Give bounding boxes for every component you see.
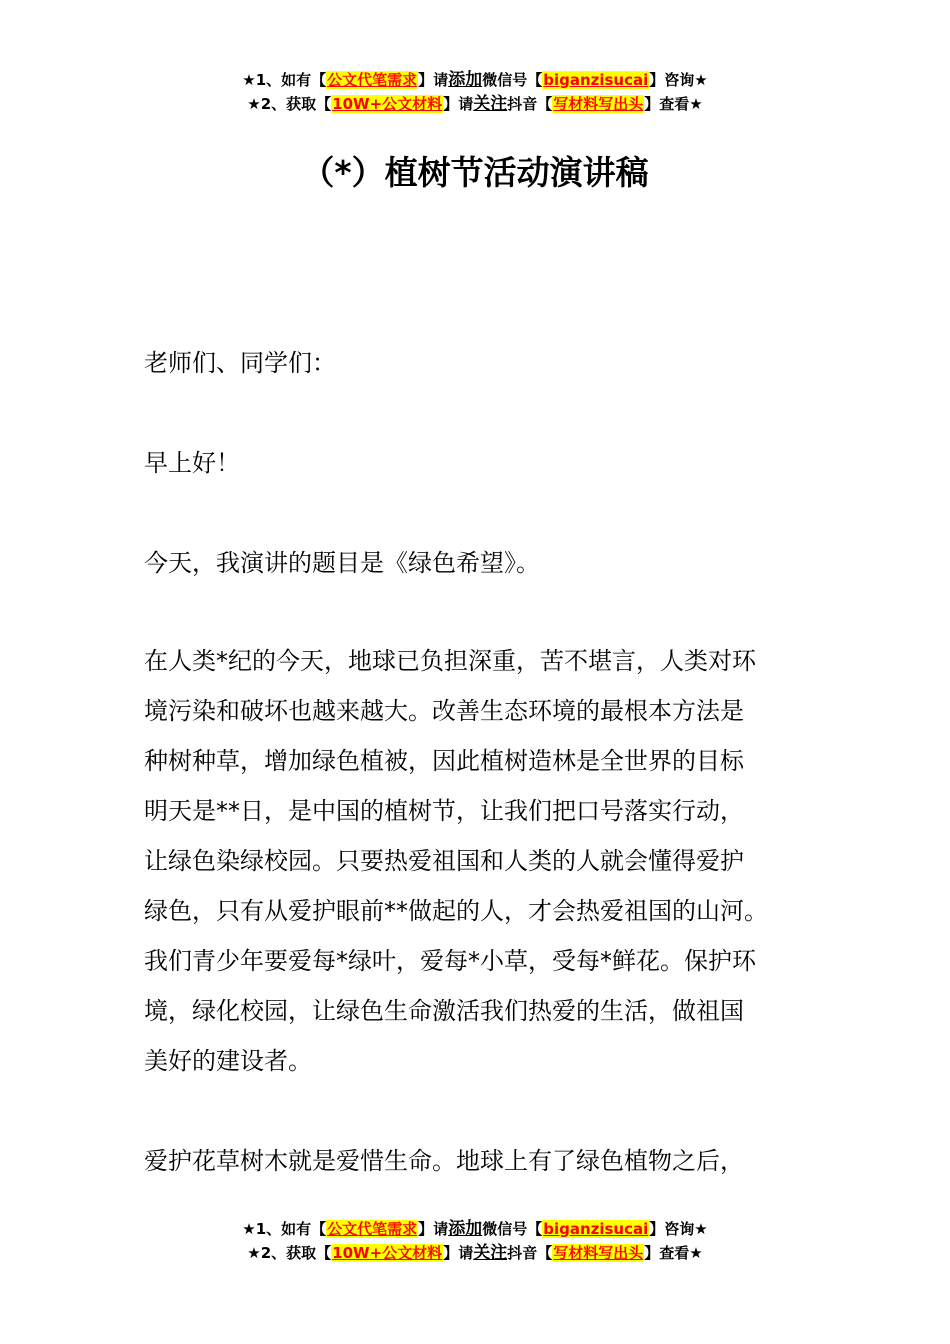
header-banner bbox=[0, 68, 950, 116]
paragraph-line: 境污染和破坏也越来越大。改善生态环境的最根本方法是 bbox=[144, 697, 744, 725]
paragraph-line: 爱护花草树木就是爱惜生命。地球上有了绿色植物之后， bbox=[144, 1147, 744, 1175]
highlight-materials: 10W+公文材料 bbox=[332, 1244, 443, 1262]
banner-text: 】查看★ bbox=[644, 1244, 703, 1262]
highlight-wechat-id: biganzisucai bbox=[543, 71, 649, 89]
banner-text: ★2、获取【 bbox=[247, 95, 332, 113]
banner-text: ★2、获取【 bbox=[247, 1244, 332, 1262]
highlight-wechat-id: biganzisucai bbox=[543, 1220, 649, 1238]
paragraph-line: 我们青少年要爱每*绿叶，爱每*小草，受每*鲜花。保护环 bbox=[144, 947, 756, 975]
banner-text: 抖音【 bbox=[507, 95, 553, 113]
banner-text: 】请 bbox=[443, 1244, 474, 1262]
emphasis-text: 添加 bbox=[448, 1219, 483, 1239]
highlight-materials: 10W+公文材料 bbox=[332, 95, 443, 113]
banner-text: ★1、如有【 bbox=[242, 71, 327, 89]
emphasis-text: 添加 bbox=[448, 70, 483, 90]
banner-text: 】请 bbox=[443, 95, 474, 113]
emphasis-text: 关注 bbox=[473, 94, 508, 114]
banner-text: 】请 bbox=[418, 71, 449, 89]
highlight-douyin-account: 写材料写出头 bbox=[553, 1244, 644, 1262]
banner-text: ★1、如有【 bbox=[242, 1220, 327, 1238]
banner-text: 微信号【 bbox=[482, 1220, 543, 1238]
banner-line-1 bbox=[0, 1217, 950, 1241]
banner-text: 】咨询★ bbox=[649, 71, 708, 89]
banner-text: 抖音【 bbox=[507, 1244, 553, 1262]
paragraph-line: 让绿色染绿校园。只要热爱祖国和人类的人就会懂得爱护 bbox=[144, 847, 744, 875]
banner-line-2 bbox=[0, 92, 950, 116]
paragraph-1 bbox=[144, 636, 844, 1086]
paragraph-line: 在人类*纪的今天，地球已负担深重，苦不堪言，人类对环 bbox=[144, 647, 756, 675]
paragraph-line: 绿色，只有从爱护眼前**做起的人，才会热爱祖国的山河。 bbox=[144, 897, 768, 925]
highlight-service: 公文代笔需求 bbox=[327, 1220, 418, 1238]
intro-paragraph: 今天，我演讲的题目是《绿色希望》。 bbox=[144, 549, 540, 577]
salutation: 老师们、同学们： bbox=[144, 349, 336, 377]
banner-text: 】查看★ bbox=[644, 95, 703, 113]
banner-text: 微信号【 bbox=[482, 71, 543, 89]
banner-text: 】请 bbox=[418, 1220, 449, 1238]
paragraph-line: 种树种草，增加绿色植被，因此植树造林是全世界的目标 bbox=[144, 747, 744, 775]
footer-banner bbox=[0, 1217, 950, 1265]
document-title: （*）植树节活动演讲稿 bbox=[301, 153, 649, 192]
highlight-service: 公文代笔需求 bbox=[327, 71, 418, 89]
banner-line-2 bbox=[0, 1241, 950, 1265]
paragraph-2 bbox=[144, 1136, 844, 1186]
paragraph-line: 美好的建设者。 bbox=[144, 1047, 312, 1075]
emphasis-text: 关注 bbox=[473, 1243, 508, 1263]
banner-text: 】咨询★ bbox=[649, 1220, 708, 1238]
paragraph-line: 境，绿化校园，让绿色生命激活我们热爱的生活，做祖国 bbox=[144, 997, 744, 1025]
highlight-douyin-account: 写材料写出头 bbox=[553, 95, 644, 113]
greeting: 早上好！ bbox=[144, 449, 240, 477]
banner-line-1 bbox=[0, 68, 950, 92]
paragraph-line: 明天是**日，是中国的植树节，让我们把口号落实行动， bbox=[144, 797, 744, 825]
